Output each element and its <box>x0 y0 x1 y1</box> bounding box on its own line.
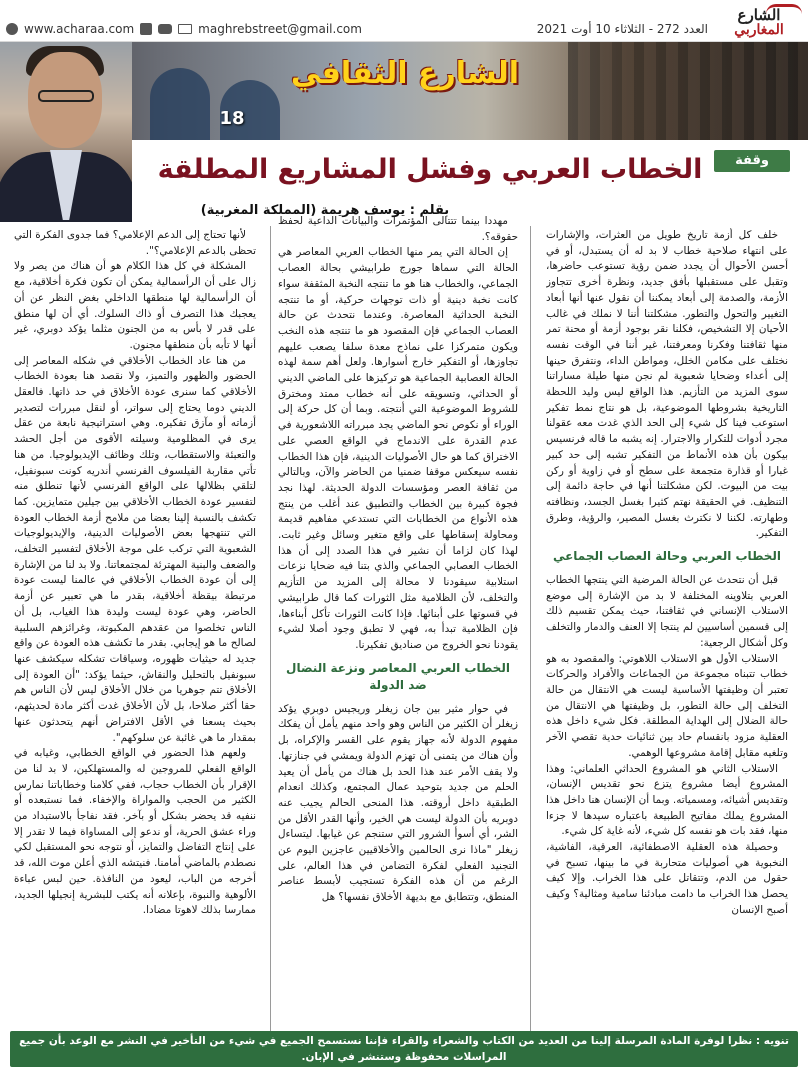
youtube-icon[interactable] <box>158 24 172 34</box>
paragraph: الاستلاب الثاني هو المشروع الحداثي العلماني: وهذا المشروع أيضا مشروع يتزع نحو تقديس الإنسان، وتقديس أشيائه، ومسمياته. وبما أن الإنسان هنا داخل هذا المشروع يملك مفاتيح الطبيعة باعتباره سيدها لا جزءا منها، فقد بات هو نفسه كل شيء، لأنه غاية كل شيء. <box>546 762 788 838</box>
newspaper-logo[interactable] <box>720 8 798 38</box>
section-title: الشارع الثقافي <box>290 56 520 91</box>
author-photo <box>0 42 132 222</box>
mail-icon <box>178 24 192 34</box>
page-number: 18 <box>219 108 245 129</box>
article-column-left <box>14 228 256 1054</box>
paragraph: وحصيلة هذه العقلية الاصطفائية، العرقية، الفاشية، النخبوية هي أصوليات متحاربة في ما بينها، تسبح في حقول من الدم، وتتقاتل على هذا الخراب. وإلا كيف يحصل هذا الخراب ما دامت مبادئنا سامية ومثالية؟ وكيف أصبح الإنسان <box>546 841 788 916</box>
subheading: الخطاب العربي وحالة العصاب الجماعي <box>552 549 782 564</box>
paragraph: إن الحالة التي يمر منها الخطاب العربي المعاصر هي الحالة التي سماها جورج طرابيشي بحالة العصاب الجماعي، والخطاب هنا هو ما تنتجه النخبة المثقفة سواء كانت نخبة دينية أو ذات توجهات حركية، أو ما تنتجه النخبة الحداثية المعاصرة. وعندما نتحدث عن حالة العصاب الجماعي فإن المقصود هو ما تنتجه هذه النخب ويكون متمركزا على نماذج معدة سلفا يصعب عليهم تجاوزها، أو التفكير خارج أسوارها. ولعل أهم سمة لهذه الحالة العصابية الجماعية هو تركيزها على الماضي الديني أو الحداثي، وتسويقه على أنه خطاب ممتد ومخترق للشروط الموضوعية التي أنتجته. وبما أن كل حركة إلى الوراء أو نكوص نحو الماضي يجد مبرراته اللاشعورية في عدم القدرة على الاندماج في الواقع العصي على الاختراق كما هو حال الأصوليات الدينية، فإن هذا الخطاب نفسه سيعكس موقفا ضمنيا من الحاضر والآن، وبالتالي من ثقافة العصر ومؤسسات الدولة الحديثة. لهذا نجد فجوة كبيرة بين الخطاب والتطبيق عند أغلب من ينتج هذه الأنواع من الخطابات التي تستدعي مفاهيم قديمة ومحاولة إسقاطها على واقع متغير وسائل وغير ثابت. لهذا كان لزاما أن نشير في هذا الصدد إلى أن هذا الخطاب العصابي الجماعي والذي بتنا فيه ضحايا نزعات استلابية سيقودنا لا محالة إلى المزيد من التأزيم والتخلف، لأن الظلامية مثل الثورات كما قال طرابيشي في قسوتها على أبنائها. فإذا كانت الثورات تأكل أبناءها، فإن الظلامية تبدأ به، فهي لا تطبق وجود أصلا لشيء يقودنا نحو الخروج من صناديق تفكيرنا. <box>278 246 518 651</box>
masthead <box>0 0 808 42</box>
contact-strip <box>6 22 362 36</box>
globe-icon <box>6 23 18 35</box>
car-logo-icon <box>766 4 802 14</box>
logo-line-2: المغاربي <box>734 22 784 38</box>
paragraph: الاستلاب الأول هو الاستلاب اللاهوتي: والمقصود به هو خطاب تتبناه مجموعة من الجماعات والأفراد والحركات تعتبر أن وظيفتها الأساسية ليست هي الانتقال من حالة التخلف إلى حالة التطور، بل وظيفتها هي الانتقال من حالة الضلال إلى الهداية المطلقة. فكل شيء داخل هذه العقلية مزود بانقسام حاد بين ثنائيات حدية تقصي الآخر وتلغيه مقابل إقامة مشروعها الوهمي. <box>546 652 788 759</box>
paragraph: في حوار مثير بين جان زيغلر وريجيس دوبري يؤكد زيغلر أن الكثير من الناس وهو واحد منهم يأمل أن يفكك مفهوم الدولة لأنه جهاز يقوم على القسر والإكراه، بل وأن هناك من يتمنى أن تهزم الدولة ويمشي في جنازتها. ولا يقف الأمر عند هذا الحد بل هناك من يأمل أن يعيد الحلم من جديد بتوحيد عمال المجتمع، وكذلك انعدام الطبقية داخل أروقته. هذا المنحى الحالم يجيب عنه دوبريه بأن الدولة ليست هي الخير، وأنها القدر الأقل من الشر، أي أسوأ الشرور التي ستنجم عن غيابها. ليتساءل زيغلر "ماذا نرى الحالمين والأخلاقيين عاجزين اليوم عن التجنيد الفعلي لفكرة التضامن في هذا العالم، على الرغم من أن هذه الفكرة تستجيب لأبسط عناصر المنطق، وتتطابق مع بديهة الأخلاق نفسها؟ هل <box>278 702 518 904</box>
paragraph: ولعهم هذا الحضور في الواقع الخطابي، وغيابه في الواقع الفعلي للمروجين له والمستهلكين، لا بد لنا من الإقرار بأن الخطاب حجاب، ففي كلامنا وخطاباتنا نمارس الكثير من الحجب والمواراة والإخفاء. فما نستبعده أو ننفيه قد يحضر بشكل أو بآخر. فقد نفاجأ بالاستبداد من وراء عشق الحرية، أو ندعو إلى المساواة فيما لا تقدر إلا على إنتاج التفاضل والتمايز، أو نتوجه نحو المستقبل لكي نصطدم بالماضي أمامنا. فنيتشه الذي أعلن موت الله، قد أخرجه من الباب، ليعود من النافذة. حين لبس عباءة الألوهية والنبوة، بإعلانه أنه يكتب للبشرية إنجيلها الجديد، ممارسا بذلك لاهوتا مضادا. <box>14 747 256 917</box>
column-divider <box>270 226 271 1056</box>
paragraph: مهددا بينما تتتالى المؤتمرات والبيانات الداعية لحفظ حقوقه؟. <box>278 215 518 243</box>
website-link[interactable]: www.acharaa.com <box>24 22 135 36</box>
column-tag: وقفة <box>714 150 790 172</box>
email-link[interactable]: maghrebstreet@gmail.com <box>198 22 362 36</box>
paragraph: من هنا عاد الخطاب الأخلاقي في شكله المعاصر إلى الحضور والظهور والتميز، ولا نقصد هنا بعودة الخطاب الأخلاقي كما سنرى عودة الأخلاق في حد ذاتها. فالعقل الديني دوما يحتاج إلى سواتر، أو لنقل مبررات لتصدير أزماته أو مآزق تفكيره. وهي استراتيجية نابعة من عقل يرى في المظلومية وسيلته الأقوى من أجل الحشد والتعبئة والاستقطاب، وتلك وظائف الإيديولوجيا. من هنا تأتي مقاربة الفيلسوف الفرنسي أندريه كونت سبونفيل، لتلقي بظلالها على الواقع الفرنسي لأنها تنطلق منه لتفسير عودة الخطاب الأخلاقي بين جيلين متمايزين. كما تكشف بالنسبة إلينا بعضا من ملامح أزمة الخطاب العودة التي تنتهجها بعض الأصوليات الدينية، والإيديولوجيات الشعبوية التي تركب على موجة الأخلاق لتفسير التخلف، والضعف والبنية المهترئة لمجتمعاتنا. ولا بد لنا من الإشارة إلى أن عودة الخطاب الأخلاقي في عالمنا ليست عودة مرتبطة بيقظة أخلاقية، بقدر ما هي تعبير عن أزمة الحاضر، وهي عودة ليست وليدة هذا الغياب، بل أن الناس تخلصوا من عقدهم المكبوتة، وغرائزهم السلبية لصالح ما هو إيجابي. بقدر ما تكشف هذه العودة عن واقع جديد له حيثيات ظهوره، وسياقات تشكله سيكشف عنها سبونفيل بالتحليل والنقاش، حيثما يؤكد: "أن العودة إلى الأخلاق تتم جوهريا من خلال الأخلاق ليس لأن الناس هم حقا أكثر صلاحا، بل لأن الأخلاق غدت أكثر مادة لحديثهم، بحيث يسعنا في الأقل الافتراض أنهم يتحدثون عنها بمقدار ما هي غائبة عن سلوكهم". <box>14 354 256 744</box>
issue-info: العدد 272 - الثلاثاء 10 أوت 2021 <box>536 22 708 36</box>
banner-film-strip <box>568 42 808 140</box>
logo-line-1: الشارع <box>737 6 781 24</box>
article-headline: الخطاب العربي وفشل المشاريع المطلقة <box>157 154 703 185</box>
article-byline: بقلم : يوسف هريمة (المملكة المغربية) <box>200 203 450 218</box>
article-column-right <box>546 228 788 1054</box>
paragraph: المشكلة في كل هذا الكلام هو أن هناك من يصر ولا زال على أن الرأسمالية يمكن أن تكون فكرة أخلاقية، مع أن الرأسمالية لها منطقها الداخلي بغض النظر عن أن يعجبك هذا التصرف أو ذاك السلوك. أي أن لها منطق على قدر لا بأس به من الجنون مثلما يؤكد دوبري، غير أنها لا تأبه بأن منطقها مجنون. <box>14 260 256 351</box>
article-column-middle <box>278 214 518 1054</box>
paragraph: خلف كل أزمة تاريخ طويل من العثرات، والإشارات على انتهاء صلاحية خطاب لا بد له أن يستبدل، أو في أحسن الأحوال أن يجدد ضمن رؤية تستوعب حاضرها، وتقبل على مستقبلها بأفق جديد، ونظرة أخرى تتجاوز الأزمة، والصدمة إلى أبعاد يمكننا أن نقول عنها أنها أبعاد التغيير والتحول والتطور. مشكلتنا أننا لا نملك في غالب الأحيان إلا التشخيص، فكلنا نقر بوجود أزمة أو محنة تمر منها ثقافتنا وفكرنا ومعرفتنا، غير أننا في الوقت نفسه نختلف على مكامن الخلل، ومواطن الداء، ونتفرق حينها إلى أعداء وضحايا شعبوية لم نجن منها طيلة مساراتنا سوى المزيد من التأزيم. هذا الواقع ليس وليد اللحظة التاريخية بشروطها الموضوعية، بل هو نتاج نمط تفكير استوعب فينا كل شيء إلى الحد الذي غدت معه عقولنا مجرد أدوات للتكرار والاجترار. إنه يشبه ما قاله فرنسيس بيكون بأن هذه الأنماط من التفكير تشبه إلى حد كبير غبارا أو قذارة متجمعة على سطح أو في زاوية أو ركن بيت من البيوت. لكن مشكلتنا أنها في حاجة دائمة إلى التنظيف. في الحقيقة نهتم كثيرا بغسل الجسد، ونظافته وطهارته. لكننا لا نكترث بغسل المصير، والرؤية، وطرق التفكير. <box>546 229 788 540</box>
editorial-notice: تنويه : نظرا لوفرة المادة المرسلة إلينا من العديد من الكتاب والشعراء والقراء فإننا نستسمح الجميع في شيء من التأخير في النشر مع الوعد بأن جميع المراسلات محفوظة وستنشر في الإبان. <box>10 1031 798 1067</box>
subheading: الخطاب العربي المعاصر ونزعة النضال ضد الدولة <box>286 660 510 692</box>
facebook-icon[interactable] <box>140 23 152 35</box>
paragraph: قبل أن نتحدث عن الحالة المرضية التي ينتجها الخطاب العربي بتلاوينه المختلفة لا بد من الإشارة إلى موضع الاستلاب الإنساني في ثقافتنا، حيث يمكن تقسيم ذلك إلى قسمين أساسيين لم ينتجا إلا العنف والدمار والتخلف وكل أشكال الرجعية: <box>546 574 788 649</box>
paragraph: لأنها تحتاج إلى الدعم الإعلامي؟ فما جدوى الفكرة التي تحظى بالدعم الإعلامي؟". <box>14 229 256 257</box>
banner-decor <box>150 68 210 140</box>
column-divider <box>530 226 531 1056</box>
